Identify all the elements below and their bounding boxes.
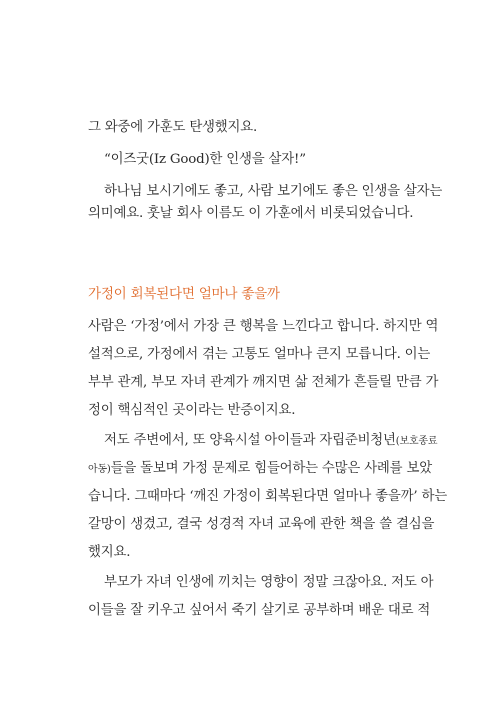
text-line: 이들을 잘 키우고 싶어서 죽기 살기로 공부하며 배운 대로 적 <box>88 603 431 618</box>
text-line: 갈망이 생겼고, 결국 성경적 자녀 교육에 관한 책을 쓸 결심을 <box>88 517 435 532</box>
text-line: 했지요. <box>88 545 131 560</box>
text-line: 부모가 자녀 인생에 끼치는 영향이 정말 크잖아요. 저도 아 <box>104 575 434 590</box>
text-line <box>104 432 438 451</box>
text-line: 습니다. 그때마다 ‘깨진 가정이 회복된다면 얼마나 좋을까’ 하는 <box>88 489 447 504</box>
text-line: 부부 관계, 부모 자녀 관계가 깨지면 삶 전체가 흔들릴 만큼 가 <box>88 375 439 390</box>
annotation-text: 아동) <box>88 464 111 475</box>
text-line <box>88 460 432 479</box>
text-span: 들을 돌보며 가정 문제로 힘들어하는 수많은 사례를 보았 <box>110 461 432 476</box>
text-line: 사람은 ‘가정’에서 가장 큰 행복을 느낀다고 합니다. 하지만 역 <box>88 319 439 334</box>
text-span: 저도 주변에서, 또 양육시설 아이들과 자립준비청년 <box>104 433 396 448</box>
section-heading: 가정이 회복된다면 얼마나 좋을까 <box>88 286 280 302</box>
family-motto-quote: “이즈굿(Iz Good)한 인생을 살자!” <box>104 152 306 167</box>
text-line: 의미예요. 훗날 회사 이름도 이 가훈에서 비롯되었습니다. <box>88 206 414 221</box>
annotation-text: (보호종료 <box>395 436 438 447</box>
text-line: 그 와중에 가훈도 탄생했지요. <box>88 120 258 135</box>
text-line: 정이 핵심적인 곳이라는 반증이지요. <box>88 403 296 418</box>
text-line: 하나님 보시기에도 좋고, 사람 보기에도 좋은 인생을 살자는 <box>104 184 443 199</box>
text-line: 설적으로, 가정에서 겪는 고통도 얼마나 큰지 모릅니다. 이는 <box>88 347 431 362</box>
